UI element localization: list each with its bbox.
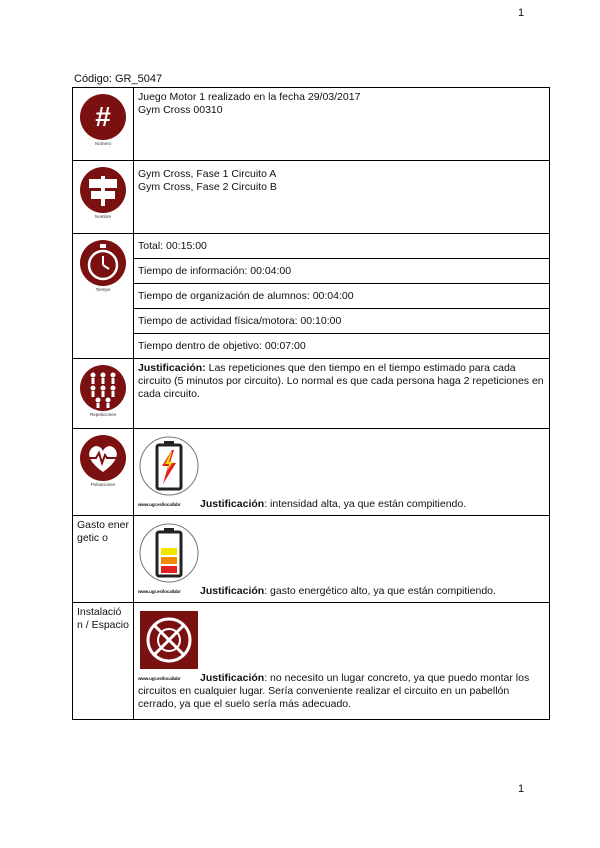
row-numero [73, 88, 550, 161]
gasto-content [134, 516, 550, 603]
gasto-source-url: www.ugr.es/local/abr [138, 589, 181, 594]
pulsaciones-just-label: Justificación [200, 498, 265, 510]
instalacion-just-label: Justificación [200, 672, 265, 684]
nombre-icon-label: Nombre [94, 214, 111, 219]
tiempo-objetivo: Tiempo dentro de objetivo: 00:07:00 [138, 340, 306, 352]
numero-icon-cell [73, 88, 134, 161]
tiempo-informacion: Tiempo de información: 00:04:00 [134, 259, 549, 284]
pulsaciones-icon-label: Pulsaciones [90, 482, 116, 487]
intensity-badge [138, 435, 200, 511]
gasto-label-cell [73, 516, 134, 603]
gasto-text: : gasto energético alto, ya que están compitiendo. [264, 585, 496, 597]
repeticiones-content [134, 359, 550, 429]
repeticiones-text: Las repeticiones que den tiempo en el tiempo estimado para cada circuito (5 minutos por circuito). Lo normal es que cada persona haga 2 repeticiones en cada circuito. [138, 362, 544, 400]
tiempo-organizacion: Tiempo de organización de alumnos: 00:04:00 [134, 284, 549, 309]
numero-line1: Juego Motor 1 realizado en la fecha 29/03/2017 [138, 91, 361, 103]
pulsaciones-source-url: www.ugr.es/local/abr [138, 502, 181, 507]
space-badge [138, 609, 200, 685]
pulsaciones-icon-cell [73, 429, 134, 516]
numero-content [134, 88, 550, 161]
instalacion-text: : no necesito un lugar concreto, ya que puedo montar los circuitos en cualquier lugar. Sería conveniente realizar el circuito en un pabellón cerrado, ya que el suelo sería más adecuado. [138, 672, 530, 710]
energy-badge [138, 522, 200, 598]
gasto-label: Gasto energetic o [77, 519, 129, 544]
tiempo-actividad: Tiempo de actividad física/motora: 00:10:00 [134, 309, 549, 334]
tiempo-icon-cell [73, 234, 134, 359]
instalacion-label-cell [73, 603, 134, 720]
row-repeticiones [73, 359, 550, 429]
instalacion-content [134, 603, 550, 720]
pulsaciones-content [134, 429, 550, 516]
repeticiones-icon-cell [73, 359, 134, 429]
gasto-just-label: Justificación [200, 585, 265, 597]
nombre-icon-cell [73, 161, 134, 234]
nombre-content [134, 161, 550, 234]
instalacion-source-url: www.ugr.es/local/abr [138, 676, 181, 681]
row-pulsaciones [73, 429, 550, 516]
battery-full-icon [138, 522, 200, 584]
instalacion-label: Instalació n / Espacio [77, 606, 129, 631]
nombre-line1: Gym Cross, Fase 1 Circuito A [138, 168, 277, 180]
game-sheet-table [72, 87, 550, 720]
nombre-line2: Gym Cross, Fase 2 Circuito B [138, 181, 277, 193]
no-place-icon [138, 609, 200, 671]
page-number-top: 1 [518, 7, 525, 19]
tiempo-total: Total: 00:15:00 [134, 234, 549, 259]
repeticiones-just-label: Justificación: [138, 362, 206, 374]
numero-icon-label: Número [94, 141, 111, 146]
signpost-icon [79, 166, 127, 214]
heart-pulse-icon [79, 434, 127, 482]
numero-line2: Gym Cross 00310 [138, 104, 223, 116]
repeticiones-icon-label: Repeticiones [89, 412, 116, 417]
tiempo-content [134, 234, 550, 359]
people-group-icon [79, 364, 127, 412]
stopwatch-icon [79, 239, 127, 287]
document-code: Código: GR_5047 [74, 73, 163, 85]
row-gasto [73, 516, 550, 603]
hash-icon [79, 93, 127, 141]
row-tiempo [73, 234, 550, 359]
pulsaciones-text: : intensidad alta, ya que están compitiendo. [264, 498, 467, 510]
page-number-bottom: 1 [518, 783, 525, 795]
battery-lightning-icon [138, 435, 200, 497]
tiempo-icon-label: Tiempo [95, 287, 111, 292]
row-instalacion [73, 603, 550, 720]
row-nombre [73, 161, 550, 234]
svg-text:#: # [95, 101, 111, 132]
